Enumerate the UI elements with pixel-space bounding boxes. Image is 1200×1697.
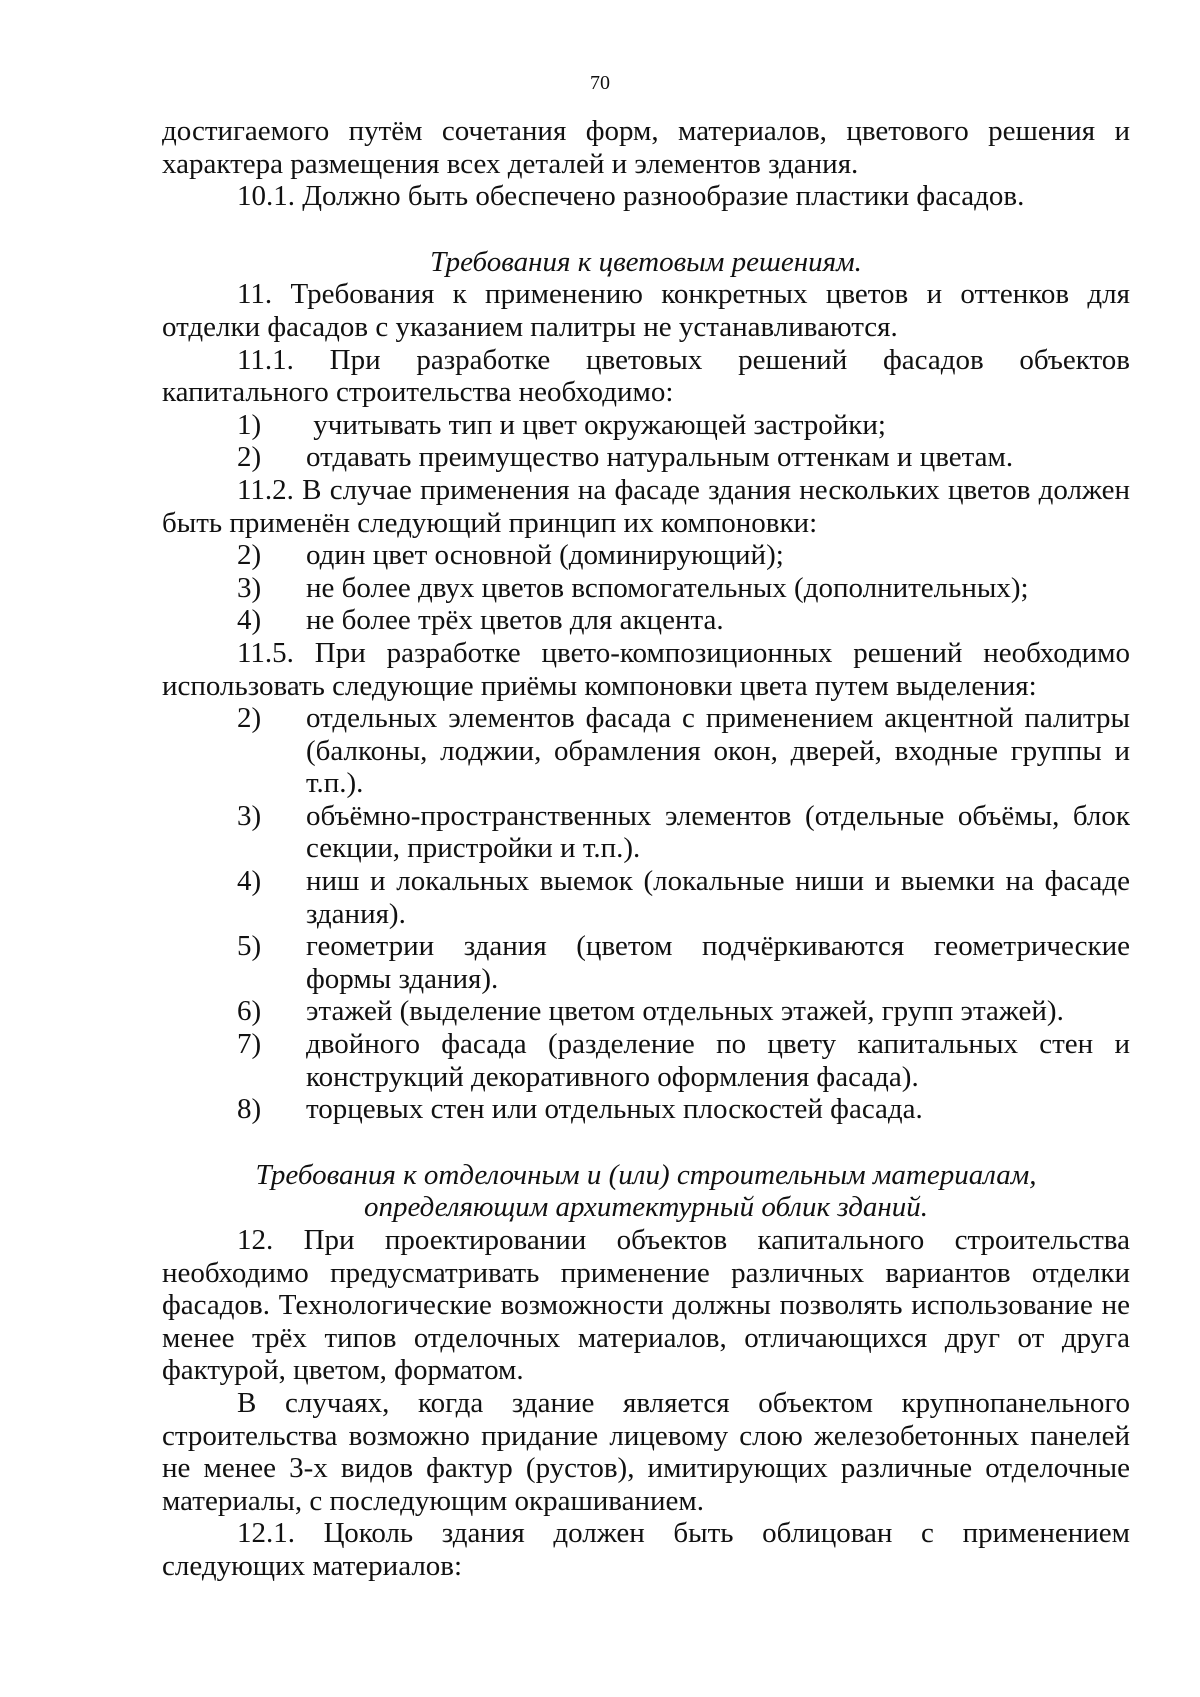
list-item-number: 7) [237,1028,262,1061]
list-item [162,930,1130,995]
clause-12: 12. При проектировании объектов капитального строительства необходимо предусматривать применение различных вариантов отделки фасадов. Технологические возможности должны позволять использование не менее трёх типов отделочных материалов, отличающихся друг от друга фактурой, цветом, форматом. [162,1224,1130,1387]
list-item [162,1028,1130,1093]
list-item-text: этажей (выделение цветом отдельных этажей, групп этажей). [306,995,1064,1028]
list-item-text: отдавать преимущество натуральным оттенкам и цветам. [306,441,1014,474]
list-item-number: 3) [237,571,262,604]
list-item-number: 5) [237,930,262,963]
clause-11-1: 11.1. При разработке цветовых решений фасадов объектов капитального строительства необходимо: [162,343,1130,409]
list-item [162,1093,1130,1126]
list-item-text: геометрии здания (цветом подчёркиваются геометрические формы здания). [306,930,1130,995]
list-item-text: двойного фасада (разделение по цвету капитальных стен и конструкций декоративного оформления фасада). [306,1028,1130,1093]
list-item-number: 2) [237,441,262,474]
list-item [162,800,1130,865]
list-11-5 [162,702,1130,1126]
page-number: 70 [590,72,610,94]
materials-heading-line-1: Требования к отделочным и (или) строительным материалам, [255,1158,1037,1191]
spacer [162,1126,1130,1159]
list-item-text: учитывать тип и цвет окружающей застройки; [306,408,886,441]
list-item-number: 4) [237,604,262,637]
list-item [162,604,1130,637]
list-item-number: 2) [237,702,262,735]
list-item [162,441,1130,474]
clause-10-1: 10.1. Должно быть обеспечено разнообразие пластики фасадов. [237,180,1025,213]
clause-11-2: 11.2. В случае применения на фасаде здания нескольких цветов должен быть применён следующий принцип их компоновки: [162,473,1130,539]
color-requirements-heading: Требования к цветовым решениям. [430,245,862,278]
list-item-number: 3) [237,799,262,832]
list-item-text: торцевых стен или отдельных плоскостей фасада. [306,1093,923,1126]
spacer [162,213,1130,246]
list-item [162,995,1130,1028]
list-item-text: не более двух цветов вспомогательных (дополнительных); [306,571,1029,604]
list-item-number: 6) [237,995,262,1028]
materials-heading-line-2: определяющим архитектурный облик зданий. [364,1191,928,1224]
list-item-number: 2) [237,539,262,572]
list-item [162,539,1130,572]
list-item [162,572,1130,605]
clause-12-1: 12.1. Цоколь здания должен быть облицован с применением следующих материалов: [162,1517,1130,1582]
list-item-text: объёмно-пространственных элементов (отдельные объёмы, блок секции, пристройки и т.п.). [306,799,1130,865]
intro-paragraph: достигаемого путём сочетания форм, материалов, цветового решения и характера размещения всех деталей и элементов здания. [162,115,1130,180]
list-item [162,409,1130,442]
list-item-text: ниш и локальных выемок (локальные ниши и выемки на фасаде здания). [306,865,1130,930]
list-11-2 [162,539,1130,637]
clause-11: 11. Требования к применению конкретных цветов и оттенков для отделки фасадов с указанием палитры не устанавливаются. [162,278,1130,343]
list-item-number: 4) [237,865,262,898]
list-item-text: один цвет основной (доминирующий); [306,539,784,572]
list-item-text: отдельных элементов фасада с применением акцентной палитры (балконы, лоджии, обрамления окон, дверей, входные группы и т.п.). [306,702,1130,800]
list-item-text: не более трёх цветов для акцента. [306,604,724,637]
list-item-number: 8) [237,1093,262,1126]
list-item-number: 1) [237,408,262,441]
list-item [162,702,1130,800]
clause-11-5: 11.5. При разработке цвето-композиционных решений необходимо использовать следующие приёмы компоновки цвета путем выделения: [162,636,1130,702]
list-11-1 [162,409,1130,474]
list-item [162,865,1130,930]
document-body [162,115,1130,1583]
clause-12-panels: В случаях, когда здание является объектом крупнопанельного строительства возможно придание лицевому слою железобетонных панелей не менее 3-х видов фактур (рустов), имитирующих различные отделочные материалы, с последующим окрашиванием. [162,1386,1130,1517]
